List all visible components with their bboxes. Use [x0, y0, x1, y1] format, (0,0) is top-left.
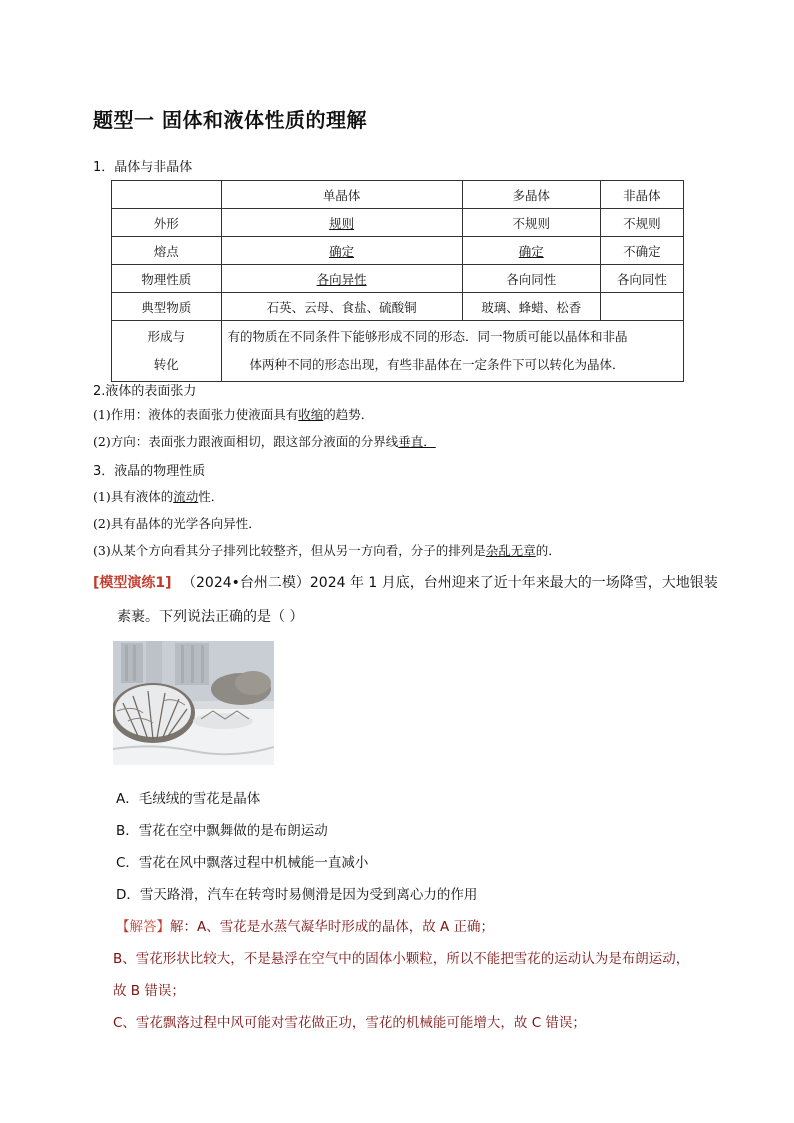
underlined-text: 杂乱无章 [485, 543, 536, 558]
section2-item1 [93, 405, 373, 423]
table-header-cell: 单晶体 [221, 181, 462, 209]
answer-line4: C、雪花飘落过程中风可能对雪花做正功，雪花的机械能可能增大，故 C 错误； [113, 1015, 586, 1031]
question-text: （2024•台州二模）2024 年 1 月底，台州迎来了近十年来最大的一场降雪，大地银装 [182, 575, 718, 591]
table-cell: 确定 [221, 237, 462, 265]
question-line2: 素裹。下列说法正确的是（ ） [117, 609, 304, 625]
desc-line: 有的物质在不同条件下能够形成不同的形态．同一物质可能以晶体和非晶 [227, 329, 628, 344]
answer-line2: B、雪花形状比较大，不是悬浮在空气中的固体小颗粒，所以不能把雪花的运动认为是布朗运动， [113, 951, 690, 967]
section3-heading: 3．液晶的物理性质 [93, 464, 206, 479]
table-row [112, 209, 684, 237]
table-cell [112, 321, 222, 382]
table-cell: 熔点 [112, 237, 222, 265]
table-cell: 确定 [462, 237, 600, 265]
table-cell: 各向异性 [221, 265, 462, 293]
table-row [112, 265, 684, 293]
section3-item3 [93, 541, 561, 559]
answer-text: 解：A、雪花是水蒸气凝华时形成的晶体，故 A 正确； [170, 919, 495, 935]
table-cell: 不规则 [600, 209, 683, 237]
underlined-text: 收缩 [298, 407, 324, 422]
table-cell: 玻璃、蜂蜡、松香 [462, 293, 600, 321]
row-label-line: 形成与 [147, 329, 186, 344]
table-cell: 外形 [112, 209, 222, 237]
table-cell: 不规则 [462, 209, 600, 237]
table-header-cell: 非晶体 [600, 181, 683, 209]
table-cell: 规则 [221, 209, 462, 237]
table-row [112, 293, 684, 321]
section1-heading: 1．晶体与非晶体 [93, 160, 193, 175]
page-title: 题型一 固体和液体性质的理解 [93, 108, 367, 132]
table-header-row [112, 181, 684, 209]
text: (3)从某个方向看其分子排列比较整齐，但从另一方向看，分子的排列是 [93, 543, 486, 558]
table-header-cell: 多晶体 [462, 181, 600, 209]
table-cell: 物理性质 [112, 265, 222, 293]
snow-scene-photo [113, 641, 274, 765]
row-label-line: 转化 [153, 357, 179, 372]
table-row [112, 321, 684, 382]
section3-item1 [93, 487, 223, 505]
table-row [112, 237, 684, 265]
option-b: B．雪花在空中飘舞做的是布朗运动 [116, 823, 328, 839]
option-c: C．雪花在风中飘落过程中机械能一直减小 [116, 855, 369, 871]
option-a: A．毛绒绒的雪花是晶体 [116, 791, 261, 807]
table-cell: 各向同性 [462, 265, 600, 293]
text: 的． [535, 543, 561, 558]
section2-heading: 2.液体的表面张力 [93, 384, 197, 399]
question-tag: [模型演练1] [93, 575, 172, 591]
text: (1)作用：液体的表面张力使液面具有 [93, 407, 299, 422]
underlined-text: 垂直． [398, 434, 436, 449]
text: (2)方向：表面张力跟液面相切，跟这部分液面的分界线 [93, 434, 399, 449]
table-header-cell [112, 181, 222, 209]
question-line1 [93, 572, 718, 592]
table-cell [600, 293, 683, 321]
section2-item2 [93, 432, 448, 450]
underlined-text: 流动 [173, 489, 199, 504]
section3-item2: (2)具有晶体的光学各向异性． [93, 516, 261, 531]
answer-line3: 故 B 错误； [113, 983, 185, 999]
text: 的趋势． [323, 407, 374, 422]
table-cell: 石英、云母、食盐、硫酸铜 [221, 293, 462, 321]
answer-line1 [116, 915, 494, 935]
table-cell: 典型物质 [112, 293, 222, 321]
text: 性． [198, 489, 224, 504]
text: (1)具有液体的 [93, 489, 174, 504]
table-cell: 不确定 [600, 237, 683, 265]
crystal-comparison-table [111, 180, 684, 382]
answer-label: 【解答】 [116, 919, 170, 935]
table-cell: 各向同性 [600, 265, 683, 293]
option-d: D．雪天路滑，汽车在转弯时易侧滑是因为受到离心力的作用 [116, 887, 478, 903]
desc-line: 体两种不同的形态出现，有些非晶体在一定条件下可以转化为晶体． [249, 357, 625, 372]
table-cell [221, 321, 683, 382]
